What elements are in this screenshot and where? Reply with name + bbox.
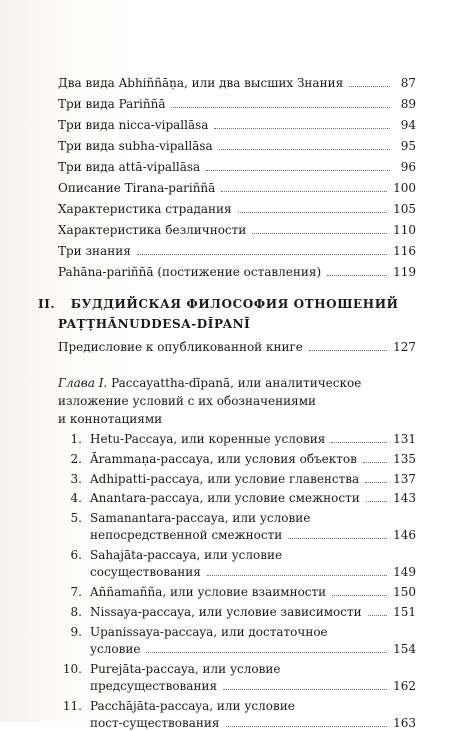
chapter-title-line2: изложение условий с их обозначениями	[58, 394, 317, 408]
condition-title-cont: условие	[90, 642, 141, 656]
toc-entry	[58, 117, 416, 133]
leader-dots	[171, 107, 390, 108]
condition-entry	[90, 678, 416, 694]
condition-title: Hetu-Paccaya, или коренные условия	[90, 432, 326, 446]
leader-dots	[365, 482, 387, 483]
condition-number: 2.	[70, 451, 82, 466]
condition-number: 9.	[70, 624, 82, 639]
toc-entry	[58, 243, 416, 259]
condition-entry	[90, 490, 416, 506]
condition-title-cont: сосуществования	[90, 565, 201, 580]
part-numeral: II.	[38, 297, 56, 311]
condition-number: 11.	[62, 698, 82, 713]
toc-entry-preface	[58, 339, 416, 355]
toc-entry-title: Характеристика страдания	[58, 202, 232, 216]
condition-entry	[90, 451, 416, 467]
toc-entry-page: 110	[393, 223, 416, 237]
condition-page: 137	[393, 471, 416, 486]
leader-dots	[288, 538, 387, 539]
toc-entry-page: 127	[393, 340, 416, 354]
leader-dots	[214, 128, 390, 129]
condition-title: Adhipatti-paccaya, или условие главенства	[90, 471, 360, 486]
toc-entry-title: Три вида Pariññā	[58, 97, 166, 111]
condition-title: Sahajāta-paccaya, или условие	[90, 548, 283, 563]
condition-page: 163	[393, 716, 416, 730]
leader-dots	[368, 615, 387, 616]
toc-entry-title: Два вида Abhiññāṇa, или два высших Знания	[58, 76, 344, 90]
leader-dots	[309, 350, 387, 351]
condition-title-cont: пост-существования	[90, 716, 220, 730]
chapter-label: Глава I.	[58, 376, 108, 390]
condition-title-cont: непосредственной смежности	[90, 528, 283, 543]
condition-page: 146	[393, 528, 416, 543]
toc-entry	[58, 201, 416, 217]
leader-dots	[223, 689, 387, 690]
condition-entry	[90, 431, 416, 447]
condition-number: 8.	[70, 605, 82, 619]
condition-page: 154	[393, 642, 416, 656]
condition-title-cont: предсуществования	[90, 679, 218, 693]
condition-entry	[90, 715, 416, 731]
condition-page: 162	[393, 679, 416, 693]
chapter-title-line1: Paccayattha-dīpanā, или аналитическое	[111, 376, 362, 390]
toc-entry-page: 100	[393, 181, 416, 195]
condition-number: 7.	[70, 585, 82, 600]
toc-entry-title: Три вида nicca-vipallāsa	[58, 118, 209, 132]
toc-entry-title: Характеристика безличности	[58, 223, 247, 237]
toc-entry-title: Предисловие к опубликованной книге	[58, 340, 303, 354]
leader-dots	[252, 233, 387, 234]
condition-page: 150	[393, 585, 416, 600]
toc-entry	[58, 96, 416, 112]
leader-dots	[226, 726, 388, 727]
toc-entry-title: Pahāna-pariññā (постижение оставления)	[58, 265, 322, 279]
toc-entry	[58, 264, 416, 280]
toc-entry	[58, 159, 416, 175]
condition-number: 6.	[70, 548, 82, 563]
leader-dots	[363, 462, 387, 463]
leader-dots	[137, 254, 387, 255]
chapter-title-line3: и коннотациями	[58, 412, 163, 426]
toc-entry-page: 95	[400, 139, 416, 153]
toc-entry-title: Три вида subha-vipallāsa	[58, 139, 213, 153]
toc-entry	[58, 75, 416, 91]
toc-entry-page: 87	[400, 76, 416, 90]
toc-entry	[58, 222, 416, 238]
condition-page: 135	[393, 451, 416, 466]
condition-number: 4.	[70, 491, 82, 506]
condition-title: Samanantara-paccaya, или условие	[90, 511, 311, 526]
condition-entry	[90, 641, 416, 657]
condition-entry	[90, 471, 416, 487]
toc-entry-page: 105	[393, 202, 416, 216]
condition-page: 149	[393, 565, 416, 580]
leader-dots	[238, 212, 388, 213]
toc-entry-page: 96	[400, 160, 416, 174]
leader-dots	[349, 86, 390, 87]
leader-dots	[332, 595, 387, 596]
condition-title: Aññamañña, или условие взаимности	[90, 585, 327, 600]
leader-dots	[221, 191, 387, 192]
leader-dots	[219, 149, 390, 150]
condition-entry	[90, 604, 416, 620]
condition-entry	[90, 527, 416, 543]
condition-page: 143	[393, 491, 416, 506]
toc-entry-page: 119	[393, 265, 416, 279]
condition-title: Purejāta-paccaya, или условие	[90, 661, 281, 676]
part-subtitle: PAṬṬHĀNUDDESA-DĪPANĪ	[58, 317, 251, 331]
toc-entry	[58, 180, 416, 196]
condition-title: Ārammaṇa-paccaya, или условия объектов	[90, 451, 357, 466]
toc-entry-title: Описание Tirana-pariññā	[58, 181, 216, 195]
toc-entry-title: Три вида attā-vipallāsa	[58, 160, 201, 174]
chapter-heading	[58, 375, 361, 391]
toc-entry-page: 89	[400, 97, 416, 111]
leader-dots	[366, 501, 387, 502]
condition-number: 3.	[70, 471, 82, 486]
leader-dots	[207, 575, 387, 576]
part-heading	[38, 296, 399, 312]
leader-dots	[331, 442, 387, 443]
condition-title: Anantara-paccaya, или условие смежности	[90, 491, 360, 506]
condition-title: Nissaya-paccaya, или условие зависимости	[90, 605, 362, 619]
condition-page: 151	[393, 605, 416, 619]
leader-dots	[206, 170, 390, 171]
condition-entry	[90, 584, 416, 600]
condition-number: 5.	[70, 511, 82, 526]
condition-number: 1.	[70, 432, 82, 446]
condition-number: 10.	[62, 661, 82, 676]
toc-entry-title: Три знания	[58, 244, 131, 258]
toc-entry-page: 116	[393, 244, 416, 258]
condition-entry	[90, 564, 416, 580]
part-title: БУДДИЙСКАЯ ФИЛОСОФИЯ ОТНОШЕНИЙ	[70, 297, 399, 311]
toc-entry	[58, 138, 416, 154]
condition-title: Upanissaya-paccaya, или достаточное	[90, 624, 328, 639]
condition-title: Pacchājāta-paccaya, или условие	[90, 698, 295, 713]
leader-dots	[327, 275, 387, 276]
condition-page: 131	[393, 432, 416, 446]
leader-dots	[146, 652, 387, 653]
toc-entry-page: 94	[400, 118, 416, 132]
